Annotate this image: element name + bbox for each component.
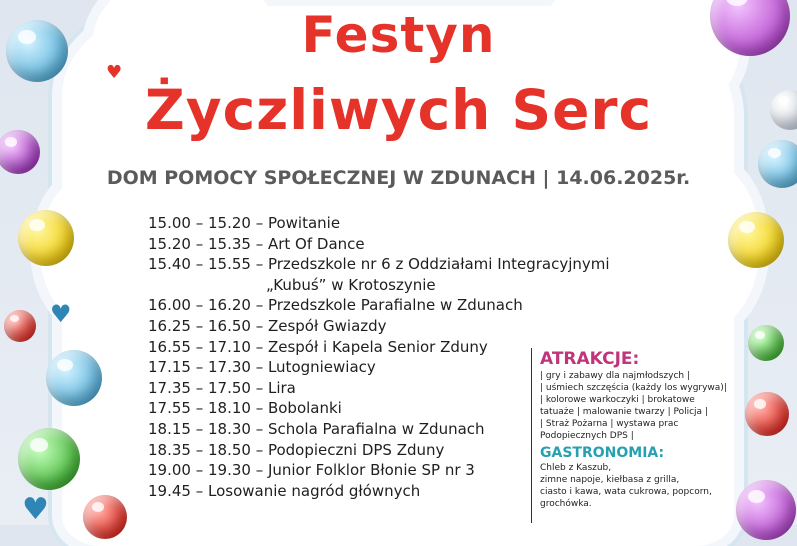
attractions-line: tatuaże | malowanie twarzy | Policja | — [540, 407, 708, 417]
title-line-2: Życzliwych Serc — [144, 78, 653, 142]
schedule-item-continuation: „Kubuś” w Krotoszynie — [266, 275, 436, 294]
bubble-icon — [18, 428, 80, 490]
schedule-item: 19.00 – 19.30 – Junior Folklor Błonie SP nr 3 — [148, 461, 475, 480]
schedule-item: 17.35 – 17.50 – Lira — [148, 378, 296, 397]
schedule-item: 15.20 – 15.35 – Art Of Dance — [148, 234, 365, 253]
bubble-icon — [4, 310, 36, 342]
subtitle: DOM POMOCY SPOŁECZNEJ W ZDUNACH | 14.06.2025r. — [106, 167, 691, 189]
schedule-item: 15.00 – 15.20 – Powitanie — [148, 214, 341, 232]
schedule-item: 17.55 – 18.10 – Bobolanki — [148, 399, 342, 418]
heart-icon: ♥ — [50, 300, 72, 328]
bubble-icon — [83, 495, 127, 539]
title-line-1: Festyn — [301, 6, 496, 64]
schedule-item: 18.15 – 18.30 – Schola Parafialna w Zdunach — [148, 419, 485, 438]
attractions-heading: ATRAKCJE: — [540, 349, 640, 369]
attractions-line: | kolorowe warkoczyki | brokatowe — [540, 395, 695, 405]
schedule-item: 17.15 – 17.30 – Lutogniewiacy — [148, 358, 376, 377]
attractions-line: | uśmiech szczęścia (każdy los wygrywa)| — [540, 383, 727, 393]
schedule-item: 19.45 – Losowanie nagród głównych — [148, 481, 421, 500]
heart-icon: ♥ — [22, 492, 49, 527]
bubble-icon — [728, 212, 784, 268]
heart-icon: ♥ — [106, 62, 123, 83]
info-panel — [531, 348, 750, 523]
bubble-icon — [748, 325, 784, 361]
gastronomy-line: zimne napoje, kiełbasa z grilla, — [540, 475, 680, 485]
bubble-icon — [745, 392, 789, 436]
attractions-line: Podopiecznych DPS | — [540, 431, 634, 441]
schedule-item: 16.25 – 16.50 – Zespół Gwiazdy — [148, 316, 387, 335]
gastronomy-heading: GASTRONOMIA: — [540, 445, 665, 461]
gastronomy-line: Chleb z Kaszub, — [540, 463, 612, 473]
bubble-icon — [46, 350, 102, 406]
schedule-item: 18.35 – 18.50 – Podopieczni DPS Zduny — [148, 440, 445, 459]
schedule-item: 16.00 – 16.20 – Przedszkole Parafialne w Zdunach — [148, 296, 523, 315]
bubble-icon — [18, 210, 74, 266]
gastronomy-line: grochówka. — [540, 499, 592, 509]
gastronomy-line: ciasto i kawa, wata cukrowa, popcorn, — [540, 487, 712, 497]
attractions-line: | gry i zabawy dla najmłodszych | — [540, 371, 691, 381]
schedule-item: 15.40 – 15.55 – Przedszkole nr 6 z Oddziałami Integracyjnymi — [148, 255, 610, 274]
schedule-item: 16.55 – 17.10 – Zespół i Kapela Senior Zduny — [148, 337, 488, 356]
attractions-line: | Straż Pożarna | wystawa prac — [540, 419, 679, 429]
